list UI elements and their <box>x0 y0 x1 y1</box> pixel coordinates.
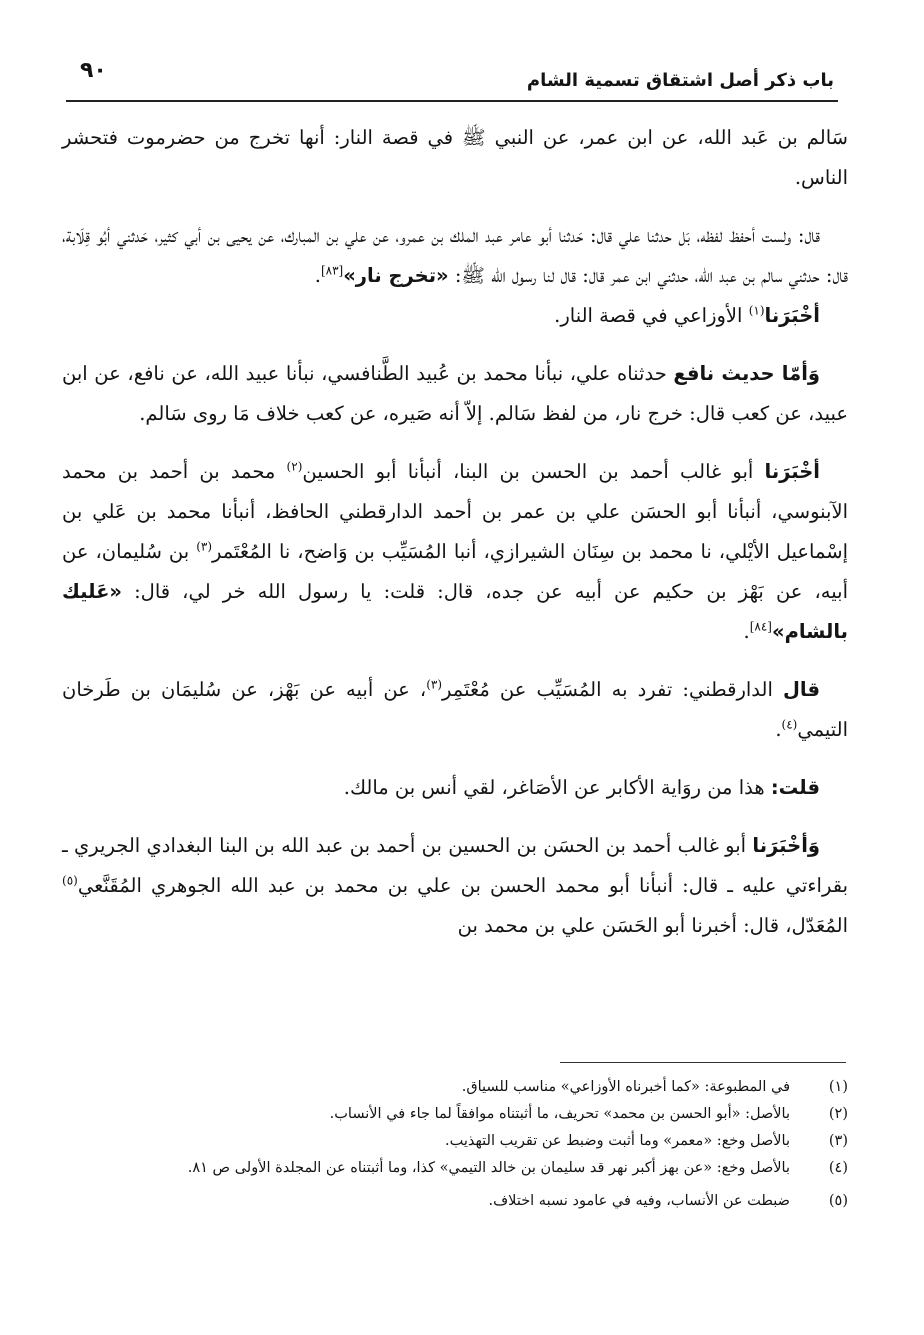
footnote-number: (٥) <box>828 1193 848 1209</box>
footnote <box>72 1188 848 1215</box>
page-number: ٩٠ <box>80 58 107 83</box>
footnote-text: بالأصل وخع: «معمر» وما أثبت وضبط عن تقريب التهذيب. <box>445 1133 790 1149</box>
footnote-text: بالأصل وخع: «عن بهز أكبر نهر قد سليمان بن خالد التيمي» كذا، وما أثبتناه عن المجلدة الأولى ص ٨١. <box>187 1160 790 1176</box>
running-header <box>66 58 838 102</box>
footnote-number: (٢) <box>828 1106 848 1122</box>
paragraph-6-text-b: ، عن أبيه عن بَهْز، عن سُليمَان بن طَرخان التيمي <box>62 678 848 741</box>
paragraph-lead: أخْبَرَنا <box>764 304 820 327</box>
hadith-number: [٨٣] <box>320 263 344 278</box>
paragraph-8-text-b: المُعَدّل، قال: أخبرنا أبو الحَسَن علي بن محمد بن <box>457 914 848 937</box>
footnote <box>72 1128 848 1155</box>
footnote <box>72 1074 848 1101</box>
paragraph-7 <box>62 768 848 808</box>
footnote-marker: (٤) <box>781 717 798 732</box>
hadith-quote: «تخرج نار» <box>343 264 449 287</box>
footnote-marker: (١) <box>748 303 765 318</box>
paragraph-lead: وَأمّا حديث نافع <box>673 362 821 385</box>
paragraph-4 <box>62 354 848 434</box>
paragraph-4-text: حدثناه علي، نبأنا محمد بن عُبيد الطَّنافسي، نبأنا عبيد الله، عن نافع، عن ابن عبيد، عن كعب قال: خرج نار، من لفظ سَالم. إلاّ أنه صَيره، عن كعب خلاف مَا روى سَالم. <box>62 362 848 425</box>
footnote-number: (٤) <box>828 1160 848 1176</box>
chapter-title: باب ذكر أصل اشتقاق تسمية الشام <box>526 70 834 91</box>
hadith-quote: «عَليك بالشام» <box>62 580 848 643</box>
paragraph-5: أخْبَرَنا أبو غالب أحمد بن الحسن بن البنا، أنبأنا أبو الحسين$^{(٢)}$ محمد بن أحمد بن محمد الآبنوسي، أنبأنا أبو الحسَن علي بن عمر بن أحمد الدارقطني الحافظ، أنبأنا محمد بن عَلي بن إسْماعيل الأيْلي، نا محمد بن سِنَان الشيرازي، أنبا المُسَيِّب بن وَاضح، نا المُعْتَمر$^{(٣)}$ بن سُليمان، عن أبيه، عن بَهْز بن حكيم عن أبيه عن جده، قال: قلت: يا رسول الله خر لي، قال: «عَليك بالشام»[٨٤]. <box>62 459 848 643</box>
footnote-number: (٣) <box>828 1133 848 1149</box>
footnote-marker: (٣) <box>196 539 213 554</box>
footnote-marker: (٥) <box>62 873 78 888</box>
paragraph-5-text-b: محمد بن أحمد بن محمد الآبنوسي، أنبأنا أبو الحسَن علي بن عمر بن أحمد الدارقطني الحافظ، أنبأنا محمد بن عَلي بن إسْماعيل الأيْلي، نا محمد بن سِنَان الشيرازي، أنبا المُسَيِّب بن وَاضح، نا المُعْتَمر <box>62 460 848 563</box>
footnote-marker: (٢) <box>286 459 303 474</box>
footnote <box>72 1155 848 1182</box>
paragraph-2-text: قال: ولست أحفظ لفظه، بَل حدثنا علي قال: حَدثنا أبو عامر عبد الملك بن عمرو، عن علي بن المبارك، عن يحيى بن أبي كثير، حَدثني أبُو قِلَابة، قال: حدثني سالم بن عبد الله، حدثني ابن عمر قال: قال لنا رسول الله ﷺ: <box>62 224 848 287</box>
hadith-number: [٨٤] <box>749 619 772 634</box>
footnote-text: بالأصل: «أبو الحسن بن محمد» تحريف، ما أثبتناه موافقاً لما جاء في الأنساب. <box>329 1106 790 1122</box>
paragraph-6-text-a: الدارقطني: تفرد به المُسَيِّب عن مُعْتَمِر <box>442 678 783 701</box>
paragraph-lead: أخْبَرَنا <box>764 460 820 483</box>
paragraph-5-text-c: بن سُليمان، عن أبيه، عن بَهْز بن حكيم عن أبيه عن جده، قال: قلت: يا رسول الله خر لي، قال: <box>62 540 848 603</box>
footnote-number: (١) <box>828 1079 848 1095</box>
paragraph-lead: قال <box>782 678 820 701</box>
paragraph-6 <box>62 670 848 750</box>
paragraph-8 <box>62 826 848 946</box>
footnote <box>72 1101 848 1128</box>
paragraph-7-text: هذا من روَاية الأكابر عن الأصَاغر، لقي أنس بن مالك. <box>343 776 771 799</box>
footnotes <box>72 1074 848 1215</box>
paragraph-1-text: سَالم بن عَبد الله، عن ابن عمر، عن النبي ﷺ في قصة النار: أنها تخرج من حضرموت فتحشر الناس. <box>62 126 848 189</box>
paragraph-2: قال: ولست أحفظ لفظه، بَل حدثنا علي قال: حَدثنا أبو عامر عبد الملك بن عمرو، عن علي بن المبارك، عن يحيى بن أبي كثير، حَدثني أبُو قِلَابة، قال: حدثني سالم بن عبد الله، حدثني ابن عمر قال: قال لنا رسول الله ﷺ: «تخرج نار»[٨٣]. <box>62 224 848 287</box>
footnote-divider <box>560 1062 846 1063</box>
footnote-marker: (٣) <box>426 677 443 692</box>
paragraph-lead: وَأخْبَرَنا <box>752 834 820 857</box>
paragraph-6-text-c: . <box>775 718 782 741</box>
footnote-text: في المطبوعة: «كما أخبرناه الأوزاعي» مناسب للسياق. <box>461 1079 790 1095</box>
paragraph-3 <box>62 296 848 336</box>
paragraph-3-text: الأوزاعي في قصة النار. <box>554 304 749 327</box>
paragraph-5-text-a: أبو غالب أحمد بن الحسن بن البنا، أنبأنا أبو الحسين <box>302 460 765 483</box>
paragraph-lead: قلت: <box>770 776 820 799</box>
paragraph-8-text-a: أبو غالب أحمد بن الحسَن بن الحسين بن أحمد بن عبد الله بن البنا البغدادي الجريري ـ بقراءتي عليه ـ قال: أنبأنا أبو محمد الحسن بن علي بن محمد بن عبد الله الجوهري المُقَنَّعي <box>62 834 848 897</box>
main-text <box>62 118 848 946</box>
paragraph-1 <box>62 118 848 198</box>
footnote-text: ضبطت عن الأنساب، وفيه في عامود نسبه اختلاف. <box>488 1193 790 1209</box>
